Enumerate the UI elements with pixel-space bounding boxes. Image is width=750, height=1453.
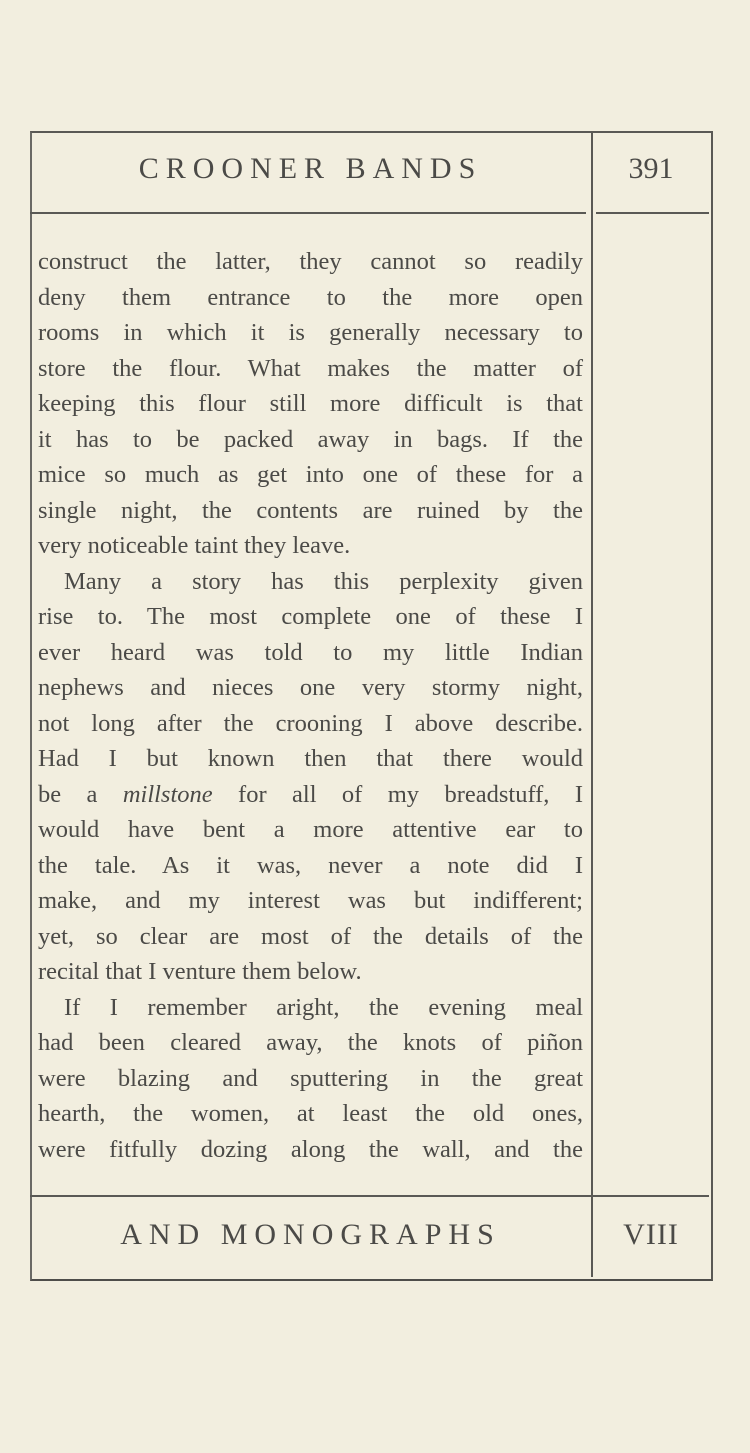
text-line: Had I but known then that there would bbox=[38, 745, 583, 772]
column-divider bbox=[591, 131, 593, 1277]
text-line: If I remember aright, the evening meal bbox=[64, 993, 583, 1021]
text-line bbox=[38, 777, 583, 813]
text-line: keeping this flour still more difficult is that bbox=[38, 390, 583, 417]
text-line: recital that I venture them below. bbox=[38, 958, 362, 985]
footer-rule-right bbox=[593, 1195, 709, 1197]
text-line: had been cleared away, the knots of piñon bbox=[38, 1029, 583, 1056]
text-line: mice so much as get into one of these for a bbox=[38, 461, 583, 488]
text-line: construct the latter, they cannot so readily bbox=[38, 248, 583, 275]
text-line: were blazing and sputtering in the great bbox=[38, 1064, 583, 1092]
text-line: would have bent a more attentive ear to bbox=[38, 816, 583, 843]
page-number: 391 bbox=[628, 152, 674, 185]
running-head: CROONER BANDS bbox=[138, 152, 483, 185]
text-line: it has to be packed away in bags. If the bbox=[38, 425, 583, 453]
text-segment: be a bbox=[38, 780, 123, 808]
series-title: AND MONOGRAPHS bbox=[120, 1218, 501, 1251]
text-line: were fitfully dozing along the wall, and the bbox=[38, 1135, 583, 1163]
text-line: deny them entrance to the more open bbox=[38, 283, 583, 311]
text-line: nephews and nieces one very stormy night, bbox=[38, 674, 583, 701]
text-segment: for all of my breadstuff, I bbox=[212, 780, 583, 808]
text-line: rise to. The most complete one of these I bbox=[38, 603, 583, 630]
text-line: not long after the crooning I above describe. bbox=[38, 709, 583, 737]
volume-number: VIII bbox=[623, 1218, 679, 1251]
text-line: very noticeable taint they leave. bbox=[38, 532, 351, 559]
text-line: hearth, the women, at least the old ones, bbox=[38, 1100, 583, 1127]
header-rule-right bbox=[596, 212, 709, 214]
text-line: single night, the contents are ruined by the bbox=[38, 496, 583, 524]
body-text bbox=[38, 244, 583, 1167]
text-line: ever heard was told to my little Indian bbox=[38, 638, 583, 666]
header-rule bbox=[30, 212, 586, 214]
italic-word: millstone bbox=[122, 780, 213, 808]
footer-rule bbox=[30, 1195, 591, 1197]
text-line: Many a story has this perplexity given bbox=[64, 567, 583, 595]
text-line: yet, so clear are most of the details of the bbox=[38, 922, 583, 950]
text-line: store the flour. What makes the matter of bbox=[38, 354, 583, 382]
text-line: the tale. As it was, never a note did I bbox=[38, 851, 583, 879]
text-line: rooms in which it is generally necessary to bbox=[38, 319, 583, 346]
text-line: make, and my interest was but indifferent; bbox=[38, 887, 583, 914]
